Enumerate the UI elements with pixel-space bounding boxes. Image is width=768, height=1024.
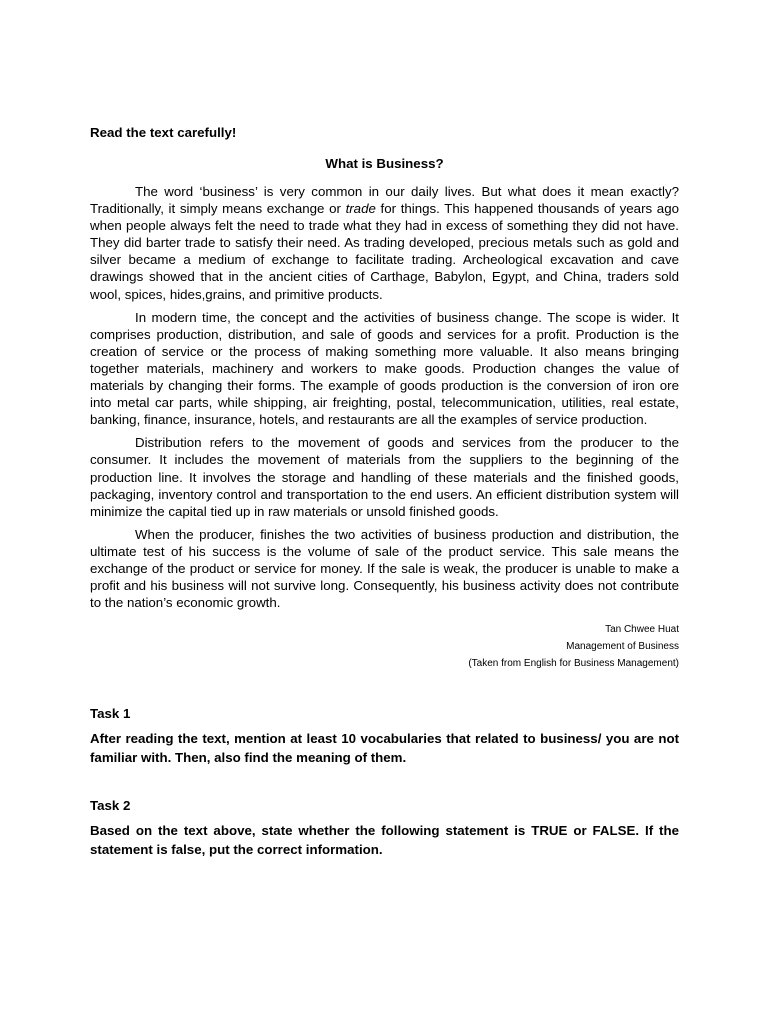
attribution-author: Tan Chwee Huat [605, 624, 679, 636]
task-2-heading: Task 2 [90, 798, 131, 814]
attribution-book: Management of Business [566, 641, 679, 653]
paragraph-1-italic-word: trade [345, 201, 376, 217]
task-1-instructions: After reading the text, mention at least 10 vocabularies that related to business/ you are not familiar with. Then, also find the meaning of them. [90, 731, 679, 765]
task-2-instructions: Based on the text above, state whether the following statement is TRUE or FALSE. If the statement is false, put the correct information. [90, 823, 679, 857]
document-content [90, 124, 679, 859]
task-1-heading: Task 1 [90, 706, 131, 722]
attribution-source: (Taken from English for Business Management) [468, 658, 679, 670]
paragraph-3: Distribution refers to the movement of goods and services from the producer to the consumer. It includes the movement of materials from the suppliers to the beginning of the production line. It involves the storage and handling of these materials and the finished goods, packaging, inventory control and transportation to the end users. An efficient distribution system will minimize the capital tied up in raw materials or unsold finished goods. [90, 435, 679, 519]
paragraph-1-text-start: The word ‘business’ is very common in our daily lives. But what does it mean exactly? Traditionally, it simply means exchange or [90, 184, 679, 217]
attribution-block [90, 621, 679, 672]
paragraph-1 [90, 183, 679, 303]
article-title: What is Business? [325, 156, 444, 171]
task-2-section [90, 797, 679, 859]
paragraph-4: When the producer, finishes the two activities of business production and distribution, the ultimate test of his success is the volume of sale of the product service. This sale means the exchange of the product or service for money. If the sale is weak, the producer is unable to make a profit and his business will not survive long. Consequently, his business activity does not contribute to the nation’s economic growth. [90, 526, 679, 611]
reading-instruction: Read the text carefully! [90, 125, 237, 140]
paragraph-2: In modern time, the concept and the activities of business change. The scope is wider. It comprises production, distribution, and sale of goods and services for a profit. Production is the creation of service or the process of making something more valuable. It also means bringing together materials, machinery and workers to make goods. Production changes the value of materials by changing their forms. The example of goods production is the conversion of iron ore into metal car parts, while shipping, air freighting, postal, telecommunication, utilities, real estate, banking, finance, insurance, hotels, and restaurants are all the examples of service production. [90, 309, 679, 428]
paragraph-1-text-end: for things. This happened thousands of years ago when people always felt the need to trade what they had in excess of something they did not have. They did barter trade to satisfy their need. As trading developed, precious metals such as gold and silver became a medium of exchange to facilitate trading. Archeological excavation and cave drawings showed that in the ancient cities of Carthage, Babylon, Egypt, and China, traders sold wool, spices, hides,grains, and primitive products. [90, 201, 679, 302]
task-1-section [90, 705, 679, 767]
